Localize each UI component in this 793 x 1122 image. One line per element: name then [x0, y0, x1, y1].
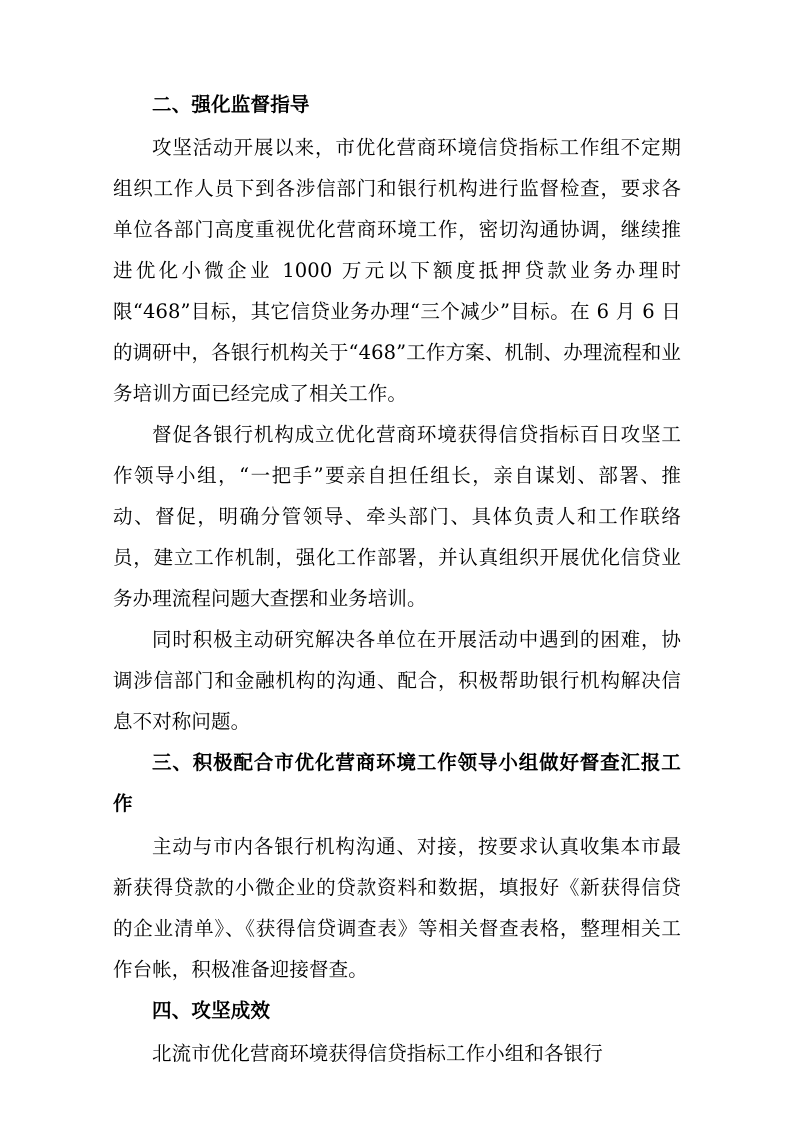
paragraph-results: 北流市优化营商环境获得信贷指标工作小组和各银行: [152, 1042, 603, 1065]
document-body: [113, 84, 681, 1074]
paragraph-leading-group: 督促各银行机构成立优化营商环境获得信贷指标百日攻坚工作领导小组，“一把手”要亲自担任组长，亲自谋划、部署、推动、督促，明确分管领导、牵头部门、具体负责人和工作联络员，建立工作机制，强化工作部署，并认真组织开展优化信贷业务办理流程问题大查摆和业务培训。: [113, 423, 681, 610]
section-heading-four: 四、攻坚成效: [152, 999, 271, 1022]
paragraph-coordination: 同时积极主动研究解决各单位在开展活动中遇到的困难，协调涉信部门和金融机构的沟通、配合，积极帮助银行机构解决信息不对称问题。: [113, 628, 681, 733]
section-heading-three: 三、积极配合市优化营商环境工作领导小组做好督查汇报工作: [113, 751, 681, 815]
paragraph-supervision-inspection: 攻坚活动开展以来，市优化营商环境信贷指标工作组不定期组织工作人员下到各涉信部门和银行机构进行监督检查，要求各单位各部门高度重视优化营商环境工作，密切沟通协调，继续推进优化小微企业 1000 万元以下额度抵押贷款业务办理时限“468”目标，其它信贷业务办理“三个减少”目标。在 6 月 6 日的调研中，各银行机构关于“468”工作方案、机制、办理流程和业务培训方面已经完成了相关工作。: [113, 136, 681, 405]
section-heading-two: 二、强化监督指导: [152, 93, 310, 116]
paragraph-reporting: 主动与市内各银行机构沟通、对接，按要求认真收集本市最新获得贷款的小微企业的贷款资料和数据，填报好《新获得信贷的企业清单》、《获得信贷调查表》等相关督查表格，整理相关工作台帐，积极准备迎接督查。: [113, 835, 681, 981]
